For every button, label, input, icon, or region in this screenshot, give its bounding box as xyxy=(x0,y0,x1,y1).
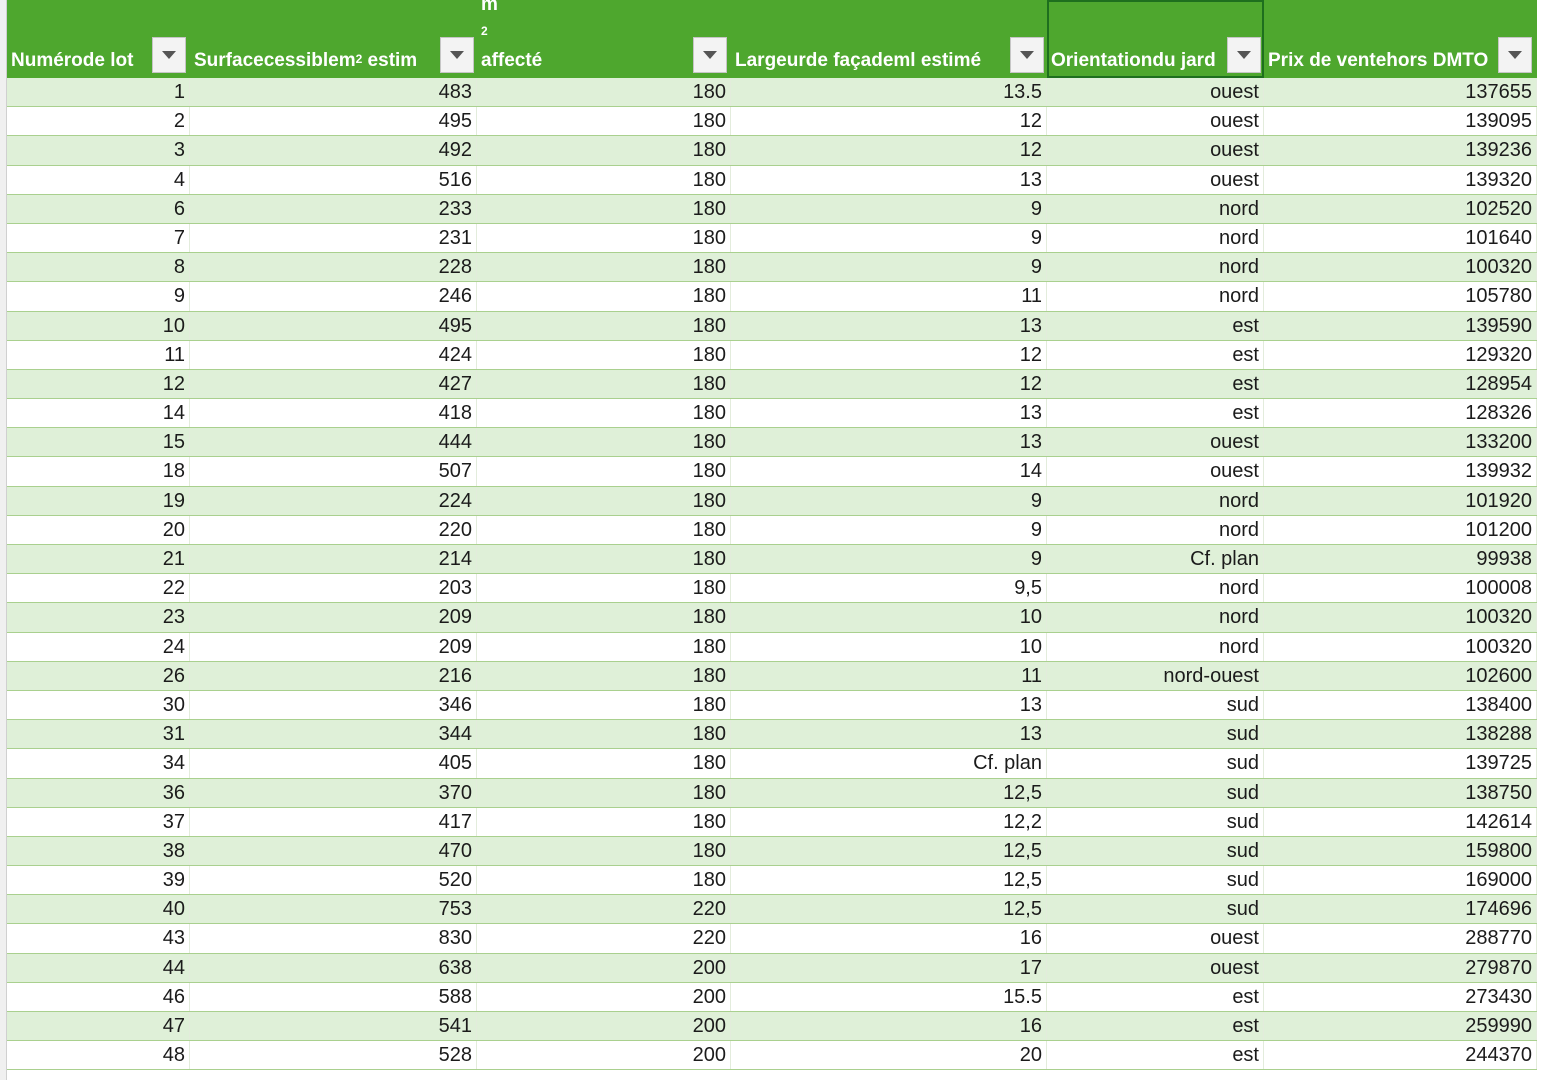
cell-orientation[interactable]: nord xyxy=(1047,574,1264,602)
row-header-strip xyxy=(0,0,7,1080)
table-row xyxy=(7,895,1537,924)
filter-dropdown-icon[interactable] xyxy=(1010,37,1044,73)
cell-lot-number[interactable]: 7 xyxy=(7,224,190,252)
cell-surface-cessible[interactable]: 427 xyxy=(190,370,477,398)
cell-orientation[interactable]: nord xyxy=(1047,195,1264,223)
table-row xyxy=(7,545,1537,574)
header-label: Surfacecessiblem$^2$ estim xyxy=(194,50,418,71)
cell-surface-plancher[interactable]: 180 xyxy=(477,107,731,135)
cell-surface-plancher[interactable]: 180 xyxy=(477,487,731,515)
cell-lot-number[interactable]: 8 xyxy=(7,253,190,281)
cell-largeur-facade[interactable]: 12,2 xyxy=(731,808,1047,836)
cell-prix-vente[interactable]: 101200 xyxy=(1264,516,1537,544)
spreadsheet-table xyxy=(7,0,1537,1070)
cell-largeur-facade[interactable]: 13 xyxy=(731,166,1047,194)
cell-orientation[interactable]: est xyxy=(1047,399,1264,427)
table-row xyxy=(7,720,1537,749)
table-row xyxy=(7,662,1537,691)
cell-surface-plancher[interactable]: 180 xyxy=(477,370,731,398)
cell-orientation[interactable]: est xyxy=(1047,341,1264,369)
table-row xyxy=(7,312,1537,341)
cell-surface-cessible[interactable]: 830 xyxy=(190,924,477,952)
cell-lot-number[interactable]: 40 xyxy=(7,895,190,923)
cell-orientation[interactable]: est xyxy=(1047,1012,1264,1040)
cell-lot-number[interactable]: 4 xyxy=(7,166,190,194)
cell-largeur-facade[interactable]: 9 xyxy=(731,545,1047,573)
filter-dropdown-icon[interactable] xyxy=(1227,37,1261,73)
table-row xyxy=(7,457,1537,486)
cell-surface-plancher[interactable]: 200 xyxy=(477,954,731,982)
table-body xyxy=(7,78,1537,1070)
cell-orientation[interactable]: sud xyxy=(1047,720,1264,748)
cell-prix-vente[interactable]: 129320 xyxy=(1264,341,1537,369)
cell-surface-cessible[interactable]: 231 xyxy=(190,224,477,252)
cell-lot-number[interactable]: 39 xyxy=(7,866,190,894)
cell-surface-cessible[interactable]: 424 xyxy=(190,341,477,369)
cell-orientation[interactable]: sud xyxy=(1047,808,1264,836)
cell-lot-number[interactable]: 48 xyxy=(7,1041,190,1069)
cell-largeur-facade[interactable]: 11 xyxy=(731,282,1047,310)
cell-prix-vente[interactable]: 137655 xyxy=(1264,78,1537,106)
cell-prix-vente[interactable]: 128326 xyxy=(1264,399,1537,427)
cell-surface-cessible[interactable]: 495 xyxy=(190,312,477,340)
cell-orientation[interactable]: sud xyxy=(1047,895,1264,923)
cell-surface-plancher[interactable]: 180 xyxy=(477,691,731,719)
cell-orientation[interactable]: ouest xyxy=(1047,78,1264,106)
cell-surface-cessible[interactable]: 228 xyxy=(190,253,477,281)
cell-largeur-facade[interactable]: 9 xyxy=(731,516,1047,544)
cell-surface-plancher[interactable]: 180 xyxy=(477,457,731,485)
cell-orientation[interactable]: ouest xyxy=(1047,954,1264,982)
cell-lot-number[interactable]: 44 xyxy=(7,954,190,982)
cell-prix-vente[interactable]: 288770 xyxy=(1264,924,1537,952)
cell-surface-cessible[interactable]: 492 xyxy=(190,136,477,164)
cell-lot-number[interactable]: 15 xyxy=(7,428,190,456)
cell-lot-number[interactable]: 20 xyxy=(7,516,190,544)
cell-largeur-facade[interactable]: 14 xyxy=(731,457,1047,485)
cell-lot-number[interactable]: 14 xyxy=(7,399,190,427)
table-row xyxy=(7,341,1537,370)
cell-surface-cessible[interactable]: 444 xyxy=(190,428,477,456)
cell-lot-number[interactable]: 11 xyxy=(7,341,190,369)
cell-surface-cessible[interactable]: 405 xyxy=(190,749,477,777)
cell-prix-vente[interactable]: 138400 xyxy=(1264,691,1537,719)
cell-prix-vente[interactable]: 128954 xyxy=(1264,370,1537,398)
cell-largeur-facade[interactable]: 13 xyxy=(731,428,1047,456)
cell-surface-cessible[interactable]: 344 xyxy=(190,720,477,748)
cell-prix-vente[interactable]: 100008 xyxy=(1264,574,1537,602)
table-row xyxy=(7,487,1537,516)
header-label: m 2 affecté xyxy=(481,0,543,71)
cell-prix-vente[interactable]: 100320 xyxy=(1264,633,1537,661)
cell-prix-vente[interactable]: 259990 xyxy=(1264,1012,1537,1040)
cell-largeur-facade[interactable]: 10 xyxy=(731,633,1047,661)
cell-surface-cessible[interactable]: 203 xyxy=(190,574,477,602)
cell-orientation[interactable]: sud xyxy=(1047,691,1264,719)
cell-surface-cessible[interactable]: 588 xyxy=(190,983,477,1011)
cell-surface-cessible[interactable]: 638 xyxy=(190,954,477,982)
cell-orientation[interactable]: ouest xyxy=(1047,457,1264,485)
cell-surface-plancher[interactable]: 220 xyxy=(477,924,731,952)
cell-surface-cessible[interactable]: 516 xyxy=(190,166,477,194)
cell-prix-vente[interactable]: 133200 xyxy=(1264,428,1537,456)
cell-surface-plancher[interactable]: 180 xyxy=(477,779,731,807)
cell-surface-plancher[interactable]: 180 xyxy=(477,662,731,690)
cell-prix-vente[interactable]: 101920 xyxy=(1264,487,1537,515)
cell-largeur-facade[interactable]: 9 xyxy=(731,487,1047,515)
header-label: Numérode lot xyxy=(11,50,134,71)
cell-surface-plancher[interactable]: 180 xyxy=(477,282,731,310)
table-row xyxy=(7,195,1537,224)
filter-dropdown-icon[interactable] xyxy=(152,37,186,73)
cell-surface-plancher[interactable]: 180 xyxy=(477,428,731,456)
cell-surface-cessible[interactable]: 209 xyxy=(190,603,477,631)
cell-orientation[interactable]: ouest xyxy=(1047,924,1264,952)
table-row xyxy=(7,1012,1537,1041)
filter-dropdown-icon[interactable] xyxy=(1498,37,1532,73)
cell-prix-vente[interactable]: 139236 xyxy=(1264,136,1537,164)
cell-largeur-facade[interactable]: 20 xyxy=(731,1041,1047,1069)
cell-prix-vente[interactable]: 174696 xyxy=(1264,895,1537,923)
cell-surface-cessible[interactable]: 417 xyxy=(190,808,477,836)
cell-surface-plancher[interactable]: 180 xyxy=(477,603,731,631)
cell-orientation[interactable]: sud xyxy=(1047,779,1264,807)
cell-prix-vente[interactable]: 139932 xyxy=(1264,457,1537,485)
cell-surface-plancher[interactable]: 180 xyxy=(477,166,731,194)
table-row xyxy=(7,749,1537,778)
cell-prix-vente[interactable]: 102520 xyxy=(1264,195,1537,223)
cell-largeur-facade[interactable]: 16 xyxy=(731,1012,1047,1040)
cell-lot-number[interactable]: 38 xyxy=(7,837,190,865)
cell-orientation[interactable]: est xyxy=(1047,370,1264,398)
table-row xyxy=(7,808,1537,837)
cell-orientation[interactable]: sud xyxy=(1047,749,1264,777)
table-row xyxy=(7,78,1537,107)
cell-surface-plancher[interactable]: 200 xyxy=(477,1012,731,1040)
header-cell-orientation[interactable] xyxy=(1047,0,1264,78)
cell-surface-plancher[interactable]: 180 xyxy=(477,837,731,865)
cell-orientation[interactable]: nord xyxy=(1047,633,1264,661)
cell-largeur-facade[interactable]: 9,5 xyxy=(731,574,1047,602)
cell-largeur-facade[interactable]: 9 xyxy=(731,195,1047,223)
table-row xyxy=(7,399,1537,428)
cell-surface-plancher[interactable]: 180 xyxy=(477,341,731,369)
cell-lot-number[interactable]: 12 xyxy=(7,370,190,398)
cell-largeur-facade[interactable]: 15.5 xyxy=(731,983,1047,1011)
cell-orientation[interactable]: est xyxy=(1047,1041,1264,1069)
header-label: Largeurde façademl estimé xyxy=(735,50,982,71)
table-row xyxy=(7,253,1537,282)
cell-prix-vente[interactable]: 100320 xyxy=(1264,253,1537,281)
cell-lot-number[interactable]: 2 xyxy=(7,107,190,135)
cell-surface-plancher[interactable]: 200 xyxy=(477,983,731,1011)
header-cell-surface-plancher[interactable] xyxy=(477,0,731,78)
cell-surface-cessible[interactable]: 209 xyxy=(190,633,477,661)
cell-lot-number[interactable]: 18 xyxy=(7,457,190,485)
cell-lot-number[interactable]: 43 xyxy=(7,924,190,952)
cell-largeur-facade[interactable]: 13 xyxy=(731,312,1047,340)
cell-lot-number[interactable]: 34 xyxy=(7,749,190,777)
cell-surface-cessible[interactable]: 541 xyxy=(190,1012,477,1040)
table-row xyxy=(7,983,1537,1012)
cell-lot-number[interactable]: 3 xyxy=(7,136,190,164)
cell-orientation[interactable]: sud xyxy=(1047,866,1264,894)
cell-surface-cessible[interactable]: 370 xyxy=(190,779,477,807)
cell-lot-number[interactable]: 19 xyxy=(7,487,190,515)
cell-surface-plancher[interactable]: 180 xyxy=(477,253,731,281)
table-row xyxy=(7,166,1537,195)
cell-prix-vente[interactable]: 273430 xyxy=(1264,983,1537,1011)
cell-surface-cessible[interactable]: 346 xyxy=(190,691,477,719)
cell-orientation[interactable]: nord-ouest xyxy=(1047,662,1264,690)
cell-lot-number[interactable]: 9 xyxy=(7,282,190,310)
cell-orientation[interactable]: nord xyxy=(1047,253,1264,281)
cell-surface-cessible[interactable]: 495 xyxy=(190,107,477,135)
table-row xyxy=(7,516,1537,545)
cell-largeur-facade[interactable]: Cf. plan xyxy=(731,749,1047,777)
cell-largeur-facade[interactable]: 12 xyxy=(731,107,1047,135)
cell-orientation[interactable]: est xyxy=(1047,983,1264,1011)
cell-prix-vente[interactable]: 169000 xyxy=(1264,866,1537,894)
filter-dropdown-icon[interactable] xyxy=(440,37,474,73)
cell-orientation[interactable]: ouest xyxy=(1047,107,1264,135)
cell-largeur-facade[interactable]: 16 xyxy=(731,924,1047,952)
cell-orientation[interactable]: nord xyxy=(1047,224,1264,252)
table-row xyxy=(7,136,1537,165)
cell-lot-number[interactable]: 23 xyxy=(7,603,190,631)
cell-lot-number[interactable]: 1 xyxy=(7,78,190,106)
cell-surface-plancher[interactable]: 180 xyxy=(477,224,731,252)
header-cell-largeur-facade[interactable] xyxy=(731,0,1047,78)
cell-lot-number[interactable]: 37 xyxy=(7,808,190,836)
cell-prix-vente[interactable]: 138288 xyxy=(1264,720,1537,748)
table-row xyxy=(7,691,1537,720)
header-label: Prix de ventehors DMTO xyxy=(1268,50,1489,71)
header-label: Orientationdu jard xyxy=(1051,50,1216,71)
cell-orientation[interactable]: nord xyxy=(1047,603,1264,631)
cell-lot-number[interactable]: 46 xyxy=(7,983,190,1011)
cell-lot-number[interactable]: 36 xyxy=(7,779,190,807)
cell-lot-number[interactable]: 10 xyxy=(7,312,190,340)
cell-prix-vente[interactable]: 279870 xyxy=(1264,954,1537,982)
cell-prix-vente[interactable]: 244370 xyxy=(1264,1041,1537,1069)
cell-prix-vente[interactable]: 142614 xyxy=(1264,808,1537,836)
table-row xyxy=(7,603,1537,632)
cell-surface-cessible[interactable]: 224 xyxy=(190,487,477,515)
cell-largeur-facade[interactable]: 12,5 xyxy=(731,895,1047,923)
cell-largeur-facade[interactable]: 12 xyxy=(731,136,1047,164)
cell-orientation[interactable]: est xyxy=(1047,312,1264,340)
cell-surface-cessible[interactable]: 246 xyxy=(190,282,477,310)
cell-surface-plancher[interactable]: 180 xyxy=(477,808,731,836)
cell-prix-vente[interactable]: 138750 xyxy=(1264,779,1537,807)
header-cell-lot-number[interactable] xyxy=(7,0,190,78)
cell-surface-cessible[interactable]: 233 xyxy=(190,195,477,223)
cell-surface-cessible[interactable]: 753 xyxy=(190,895,477,923)
cell-surface-plancher[interactable]: 180 xyxy=(477,516,731,544)
cell-largeur-facade[interactable]: 12 xyxy=(731,370,1047,398)
cell-surface-plancher[interactable]: 180 xyxy=(477,545,731,573)
cell-surface-cessible[interactable]: 418 xyxy=(190,399,477,427)
cell-surface-cessible[interactable]: 483 xyxy=(190,78,477,106)
cell-surface-plancher[interactable]: 180 xyxy=(477,720,731,748)
cell-orientation[interactable]: nord xyxy=(1047,282,1264,310)
cell-surface-plancher[interactable]: 180 xyxy=(477,399,731,427)
table-row xyxy=(7,779,1537,808)
cell-surface-cessible[interactable]: 470 xyxy=(190,837,477,865)
cell-prix-vente[interactable]: 102600 xyxy=(1264,662,1537,690)
cell-lot-number[interactable]: 24 xyxy=(7,633,190,661)
cell-largeur-facade[interactable]: 12,5 xyxy=(731,779,1047,807)
cell-largeur-facade[interactable]: 12 xyxy=(731,341,1047,369)
cell-orientation[interactable]: ouest xyxy=(1047,428,1264,456)
table-row xyxy=(7,574,1537,603)
cell-largeur-facade[interactable]: 13 xyxy=(731,399,1047,427)
cell-prix-vente[interactable]: 105780 xyxy=(1264,282,1537,310)
header-cell-prix-vente[interactable] xyxy=(1264,0,1537,78)
cell-prix-vente[interactable]: 101640 xyxy=(1264,224,1537,252)
cell-lot-number[interactable]: 30 xyxy=(7,691,190,719)
cell-largeur-facade[interactable]: 12,5 xyxy=(731,866,1047,894)
cell-prix-vente[interactable]: 139590 xyxy=(1264,312,1537,340)
cell-largeur-facade[interactable]: 11 xyxy=(731,662,1047,690)
table-row xyxy=(7,1041,1537,1070)
cell-surface-cessible[interactable]: 520 xyxy=(190,866,477,894)
filter-dropdown-icon[interactable] xyxy=(693,37,727,73)
cell-prix-vente[interactable]: 99938 xyxy=(1264,545,1537,573)
cell-largeur-facade[interactable]: 13.5 xyxy=(731,78,1047,106)
cell-surface-plancher[interactable]: 180 xyxy=(477,312,731,340)
cell-surface-cessible[interactable]: 220 xyxy=(190,516,477,544)
cell-largeur-facade[interactable]: 13 xyxy=(731,691,1047,719)
cell-surface-plancher[interactable]: 180 xyxy=(477,136,731,164)
cell-surface-plancher[interactable]: 180 xyxy=(477,633,731,661)
table-row xyxy=(7,107,1537,136)
cell-largeur-facade[interactable]: 9 xyxy=(731,224,1047,252)
cell-surface-cessible[interactable]: 214 xyxy=(190,545,477,573)
cell-orientation[interactable]: nord xyxy=(1047,516,1264,544)
cell-surface-plancher[interactable]: 180 xyxy=(477,866,731,894)
cell-surface-plancher[interactable]: 180 xyxy=(477,749,731,777)
table-row xyxy=(7,282,1537,311)
cell-surface-plancher[interactable]: 180 xyxy=(477,78,731,106)
cell-lot-number[interactable]: 26 xyxy=(7,662,190,690)
cell-orientation[interactable]: Cf. plan xyxy=(1047,545,1264,573)
cell-orientation[interactable]: nord xyxy=(1047,487,1264,515)
cell-orientation[interactable]: ouest xyxy=(1047,136,1264,164)
header-row xyxy=(7,0,1537,78)
table-row xyxy=(7,837,1537,866)
cell-prix-vente[interactable]: 139320 xyxy=(1264,166,1537,194)
cell-orientation[interactable]: ouest xyxy=(1047,166,1264,194)
cell-surface-plancher[interactable]: 180 xyxy=(477,574,731,602)
cell-largeur-facade[interactable]: 9 xyxy=(731,253,1047,281)
cell-surface-cessible[interactable]: 216 xyxy=(190,662,477,690)
cell-lot-number[interactable]: 21 xyxy=(7,545,190,573)
table-row xyxy=(7,370,1537,399)
cell-prix-vente[interactable]: 100320 xyxy=(1264,603,1537,631)
cell-prix-vente[interactable]: 159800 xyxy=(1264,837,1537,865)
cell-lot-number[interactable]: 6 xyxy=(7,195,190,223)
cell-lot-number[interactable]: 31 xyxy=(7,720,190,748)
header-cell-surface-cessible[interactable] xyxy=(190,0,477,78)
cell-prix-vente[interactable]: 139725 xyxy=(1264,749,1537,777)
cell-lot-number[interactable]: 22 xyxy=(7,574,190,602)
cell-surface-plancher[interactable]: 200 xyxy=(477,1041,731,1069)
table-row xyxy=(7,924,1537,953)
table-row xyxy=(7,954,1537,983)
cell-surface-plancher[interactable]: 220 xyxy=(477,895,731,923)
table-row xyxy=(7,866,1537,895)
cell-largeur-facade[interactable]: 10 xyxy=(731,603,1047,631)
cell-largeur-facade[interactable]: 12,5 xyxy=(731,837,1047,865)
cell-lot-number[interactable]: 47 xyxy=(7,1012,190,1040)
cell-surface-cessible[interactable]: 507 xyxy=(190,457,477,485)
table-row xyxy=(7,428,1537,457)
cell-surface-plancher[interactable]: 180 xyxy=(477,195,731,223)
cell-prix-vente[interactable]: 139095 xyxy=(1264,107,1537,135)
cell-orientation[interactable]: sud xyxy=(1047,837,1264,865)
cell-surface-cessible[interactable]: 528 xyxy=(190,1041,477,1069)
table-row xyxy=(7,224,1537,253)
cell-largeur-facade[interactable]: 17 xyxy=(731,954,1047,982)
cell-largeur-facade[interactable]: 13 xyxy=(731,720,1047,748)
table-row xyxy=(7,633,1537,662)
